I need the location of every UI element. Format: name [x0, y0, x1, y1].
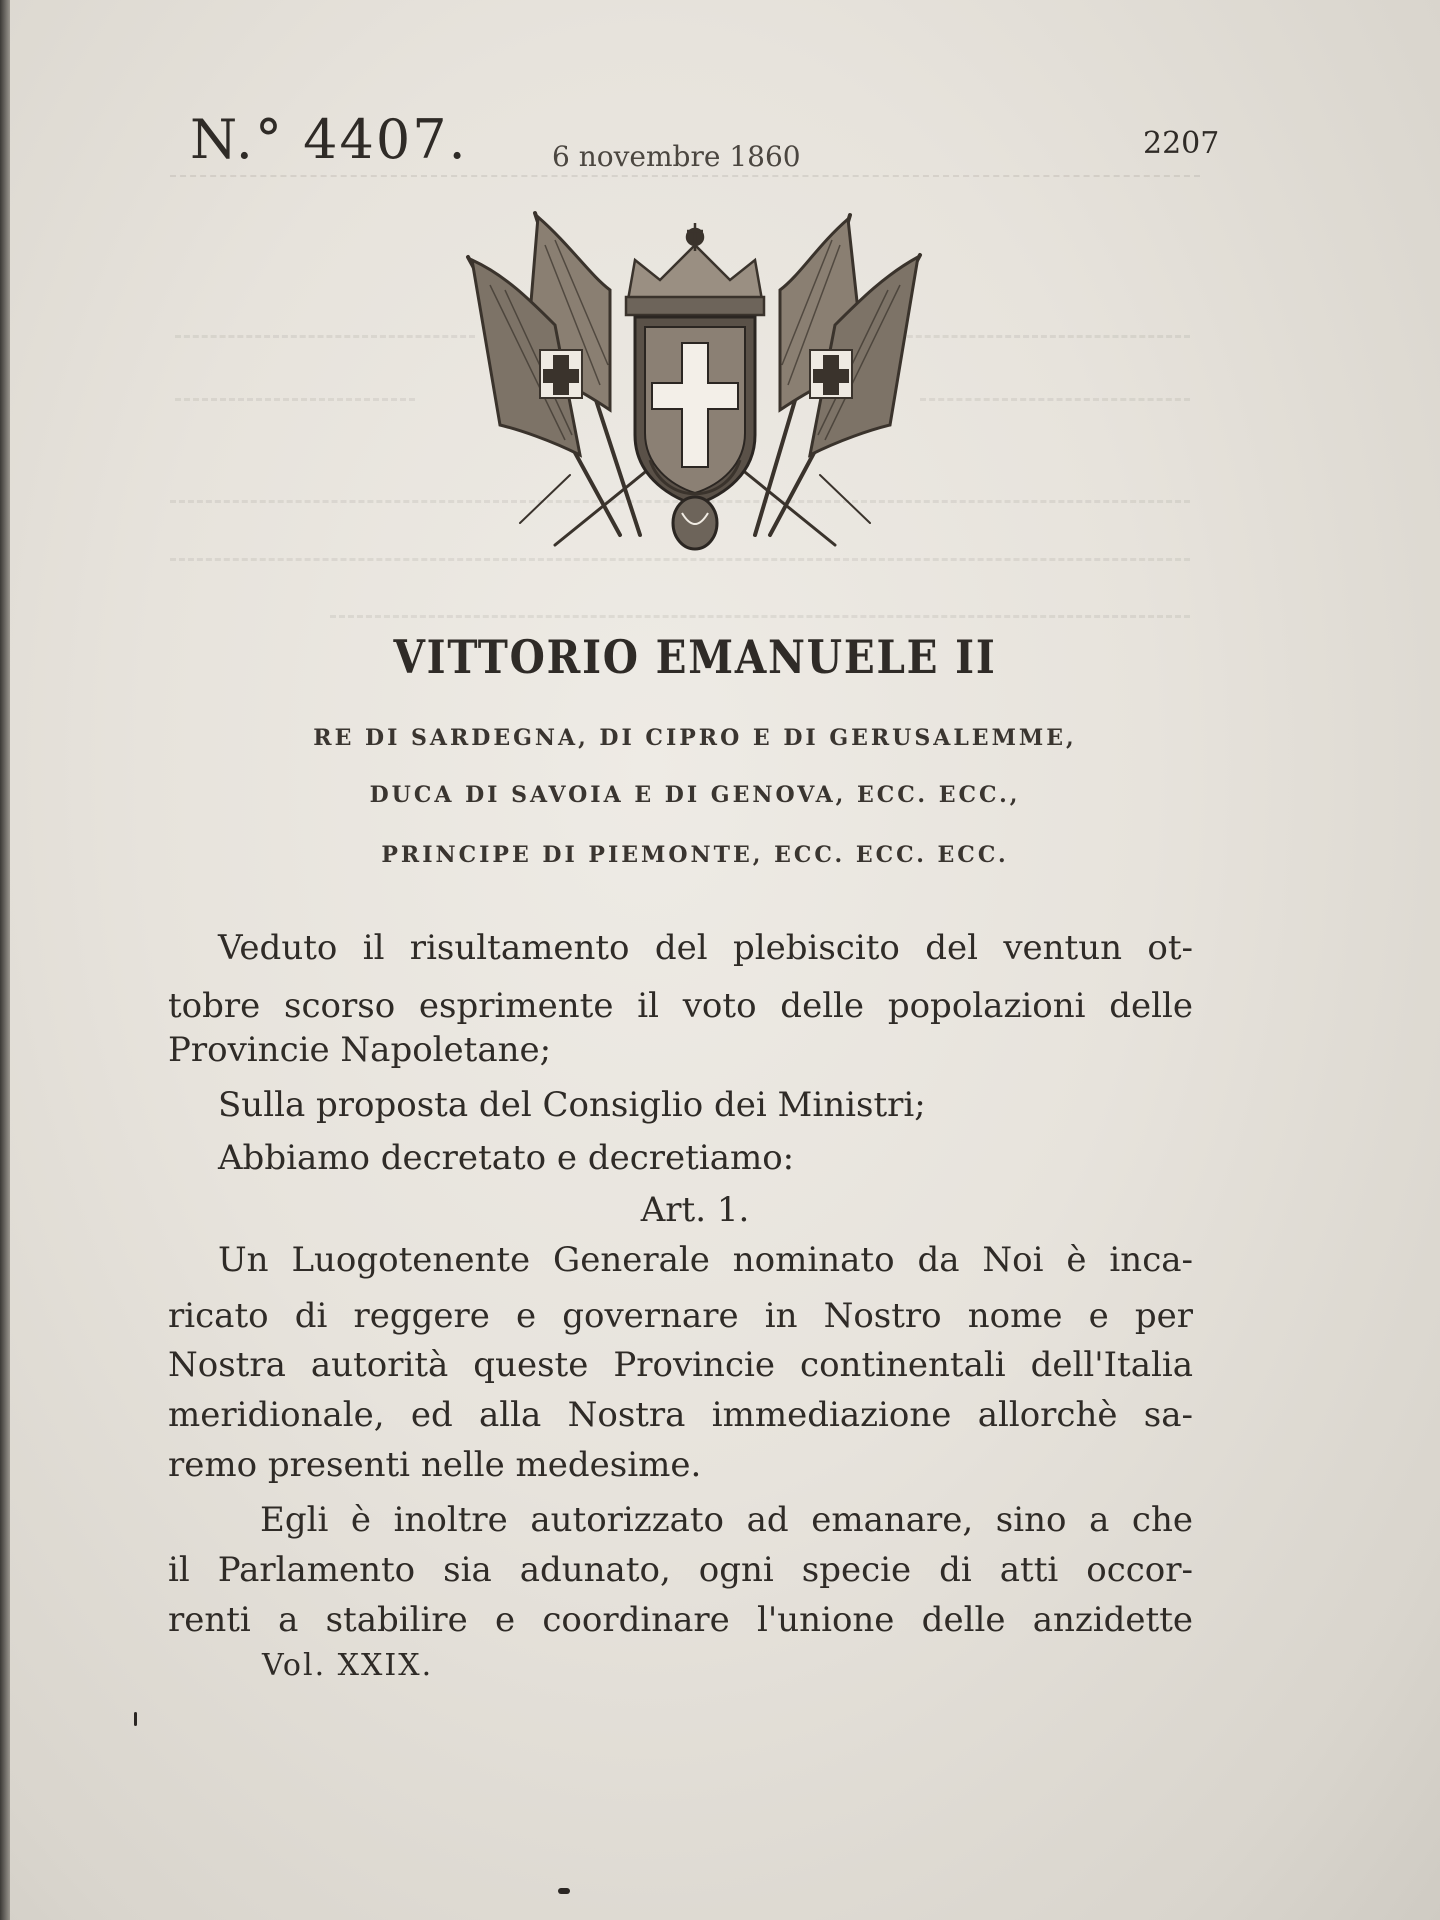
sovereign-name: VITTORIO EMANUELE II	[393, 630, 997, 684]
article-line: meridionale, ed alla Nostra immediazione allorchè sa-	[168, 1395, 1193, 1435]
bleed-through-shadow	[170, 175, 1200, 197]
article-line: remo presenti nelle medesime.	[168, 1445, 702, 1485]
ink-speck	[134, 1712, 137, 1726]
preamble-line: Sulla proposta del Consiglio dei Ministri;	[218, 1085, 926, 1125]
article-line: Egli è inoltre autorizzato ad emanare, sino a che	[260, 1500, 1193, 1540]
sovereign-style-line: PRINCIPE DI PIEMONTE, ECC. ECC. ECC.	[381, 842, 1009, 868]
preamble-line: Abbiamo decretato e decretiamo:	[218, 1138, 795, 1178]
article-heading: Art. 1.	[640, 1190, 750, 1230]
bleed-through-shadow	[920, 398, 1190, 417]
article-line: il Parlamento sia adunato, ogni specie di atti occor-	[168, 1550, 1193, 1590]
ink-speck	[558, 1888, 570, 1894]
preamble-line: Veduto il risultamento del plebiscito del ventun ot-	[218, 928, 1193, 968]
article-line: ricato di reggere e governare in Nostro nome e per	[168, 1296, 1193, 1336]
act-date: 6 novembre 1860	[552, 140, 801, 173]
sovereign-style-line: RE DI SARDEGNA, DI CIPRO E DI GERUSALEMME,	[313, 725, 1077, 751]
article-line: renti a stabilire e coordinare l'unione delle anzidette	[168, 1600, 1193, 1640]
savoy-coat-of-arms-icon	[460, 205, 930, 570]
sovereign-style-line: DUCA DI SAVOIA E DI GENOVA, ECC. ECC.,	[369, 782, 1021, 808]
bleed-through-shadow	[175, 398, 415, 417]
bleed-through-shadow	[175, 335, 475, 354]
page-number: 2207	[1143, 126, 1220, 161]
page-edge-shadow	[0, 0, 10, 1920]
preamble-line: tobre scorso esprimente il voto delle popolazioni delle	[168, 986, 1193, 1026]
volume-signature: Vol. XXIX.	[262, 1648, 434, 1683]
article-line: Un Luogotenente Generale nominato da Noi è inca-	[218, 1240, 1193, 1280]
preamble-line: Provincie Napoletane;	[168, 1030, 552, 1070]
act-number: N.° 4407.	[190, 108, 468, 171]
article-line: Nostra autorità queste Provincie continentali dell'Italia	[168, 1345, 1193, 1385]
